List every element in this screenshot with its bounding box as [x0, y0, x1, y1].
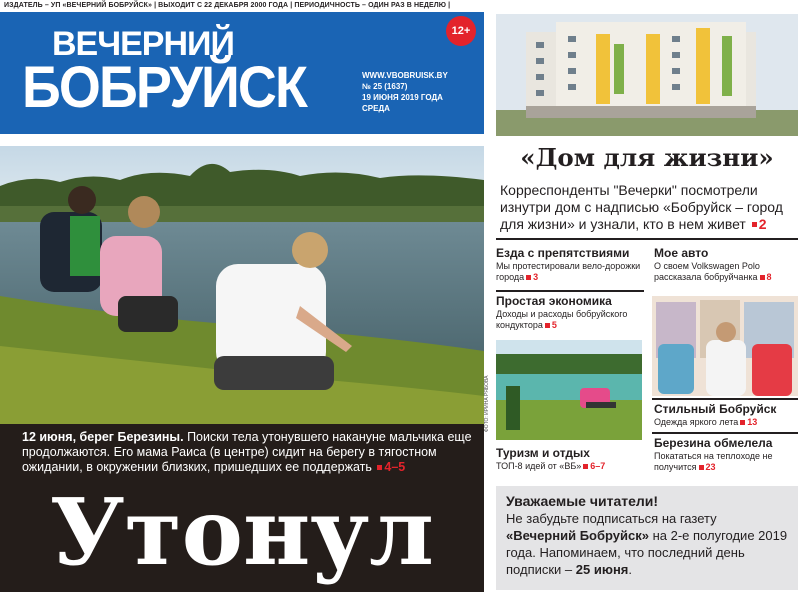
photo-credit: ФОТО: ИРИНА РЯБОВА — [484, 375, 490, 432]
notice-text-3: . — [628, 562, 633, 577]
issue-weekday: СРЕДА — [362, 104, 390, 113]
logo-line-2: БОБРУЙСК — [22, 55, 307, 120]
page-marker-icon — [545, 323, 550, 328]
house-photo[interactable] — [496, 14, 798, 136]
page-marker-icon — [699, 465, 704, 470]
page-marker-icon — [526, 275, 531, 280]
teaser-text — [496, 261, 646, 283]
teaser-desc: Доходы и расходы бобруйского кондуктора — [496, 309, 628, 330]
teaser-stil[interactable] — [654, 402, 798, 428]
tourism-photo[interactable] — [496, 340, 642, 440]
notice-deadline: 25 июня — [575, 562, 629, 577]
main-headline[interactable]: Утонул — [49, 478, 435, 586]
teaser-text — [654, 417, 798, 428]
lead-text: Поиски тела утонувшего накануне мальчика еще продолжаются. Его мама Раиса (в центре) сидит на берегу в тягостном ожидании, в окружении близких, пришедших ее поддержать — [22, 430, 472, 474]
main-photo[interactable] — [0, 146, 484, 424]
fashion-photo[interactable] — [652, 296, 798, 396]
teaser-avto[interactable] — [654, 246, 798, 283]
lead-place: 12 июня, берег Березины. — [22, 430, 184, 444]
teaser-title: Езда с препятствиями — [496, 246, 630, 260]
teaser-turizm[interactable] — [496, 446, 646, 472]
masthead — [0, 12, 484, 134]
issue-number: № 25 (1637) — [362, 82, 408, 91]
teaser-title: Туризм и отдых — [496, 446, 590, 460]
lead-caption — [22, 430, 476, 475]
issue-date: 19 ИЮНЯ 2019 ГОДА — [362, 93, 443, 102]
divider — [652, 432, 798, 434]
teaser-title: Простая экономика — [496, 294, 612, 308]
website-link[interactable]: WWW.VBOBRUISK.BY — [362, 71, 448, 80]
teaser-page-ref: 13 — [747, 417, 758, 427]
subscription-notice[interactable] — [496, 486, 798, 590]
teaser-text — [654, 451, 798, 473]
notice-title: Уважаемые читатели! — [506, 493, 659, 509]
age-rating-badge: 12+ — [446, 16, 476, 46]
teaser-page-ref: 6–7 — [590, 461, 606, 471]
notice-paper-name: «Вечерний Бобруйск» — [506, 528, 649, 543]
notice-text-2: на 2-е полугодие 2019 года. Напоминаем, что последний день подписки – — [506, 528, 788, 577]
teaser-text — [654, 261, 798, 283]
notice-text-1: Не забудьте подписаться на газету — [506, 511, 717, 526]
teaser-text — [496, 309, 646, 331]
teaser-title: Березина обмелела — [654, 436, 773, 450]
page-marker-icon — [740, 420, 745, 425]
teaser-page-ref: 23 — [705, 462, 716, 472]
page-marker-icon — [760, 275, 765, 280]
divider — [496, 290, 644, 292]
divider — [496, 238, 798, 240]
dom-headline[interactable]: «Дом для жизни» — [520, 143, 774, 172]
teaser-title: Мое авто — [654, 246, 709, 260]
issue-meta — [362, 70, 448, 114]
teaser-desc: Мы протестировали вело-дорожки города — [496, 261, 641, 282]
teaser-page-ref: 8 — [766, 272, 772, 282]
teaser-text — [496, 461, 646, 472]
lead-page-ref[interactable]: 4–5 — [384, 460, 406, 474]
teaser-desc: О своем Volkswagen Polo рассказала бобруйчанка — [654, 261, 760, 282]
teaser-title: Стильный Бобруйск — [654, 402, 777, 416]
teaser-ezda[interactable] — [496, 246, 646, 283]
dom-page-ref[interactable]: 2 — [758, 216, 767, 232]
teaser-desc: ТОП-8 идей от «ВБ» — [496, 461, 582, 471]
teaser-page-ref: 5 — [551, 320, 557, 330]
logo-line-1: ВЕЧЕРНИЙ — [52, 25, 234, 63]
divider — [652, 398, 798, 400]
teaser-desc: Покататься на теплоходе не получится — [654, 451, 773, 472]
dom-summary — [500, 182, 798, 233]
dom-text: Корреспонденты "Вечерки" посмотрели изнутри дом с надписью «Бобруйск – город для жизни» и узнали, кто в нем живет — [500, 182, 783, 232]
teaser-ekonomika[interactable] — [496, 294, 646, 331]
lead-story[interactable] — [0, 424, 484, 592]
notice-text — [506, 510, 788, 578]
page-marker-icon — [752, 222, 757, 227]
teaser-page-ref: 3 — [533, 272, 539, 282]
teaser-berezina[interactable] — [654, 436, 798, 473]
page-marker-icon — [377, 465, 382, 470]
publisher-line: ИЗДАТЕЛЬ – УП «ВЕЧЕРНИЙ БОБРУЙСК» | ВЫХОДИТ С 22 ДЕКАБРЯ 2000 ГОДА | ПЕРИОДИЧНОСТЬ – ОДИН РАЗ В НЕДЕЛЮ | — [4, 2, 451, 9]
teaser-desc: Одежда яркого лета — [654, 417, 739, 427]
page-marker-icon — [583, 464, 588, 469]
